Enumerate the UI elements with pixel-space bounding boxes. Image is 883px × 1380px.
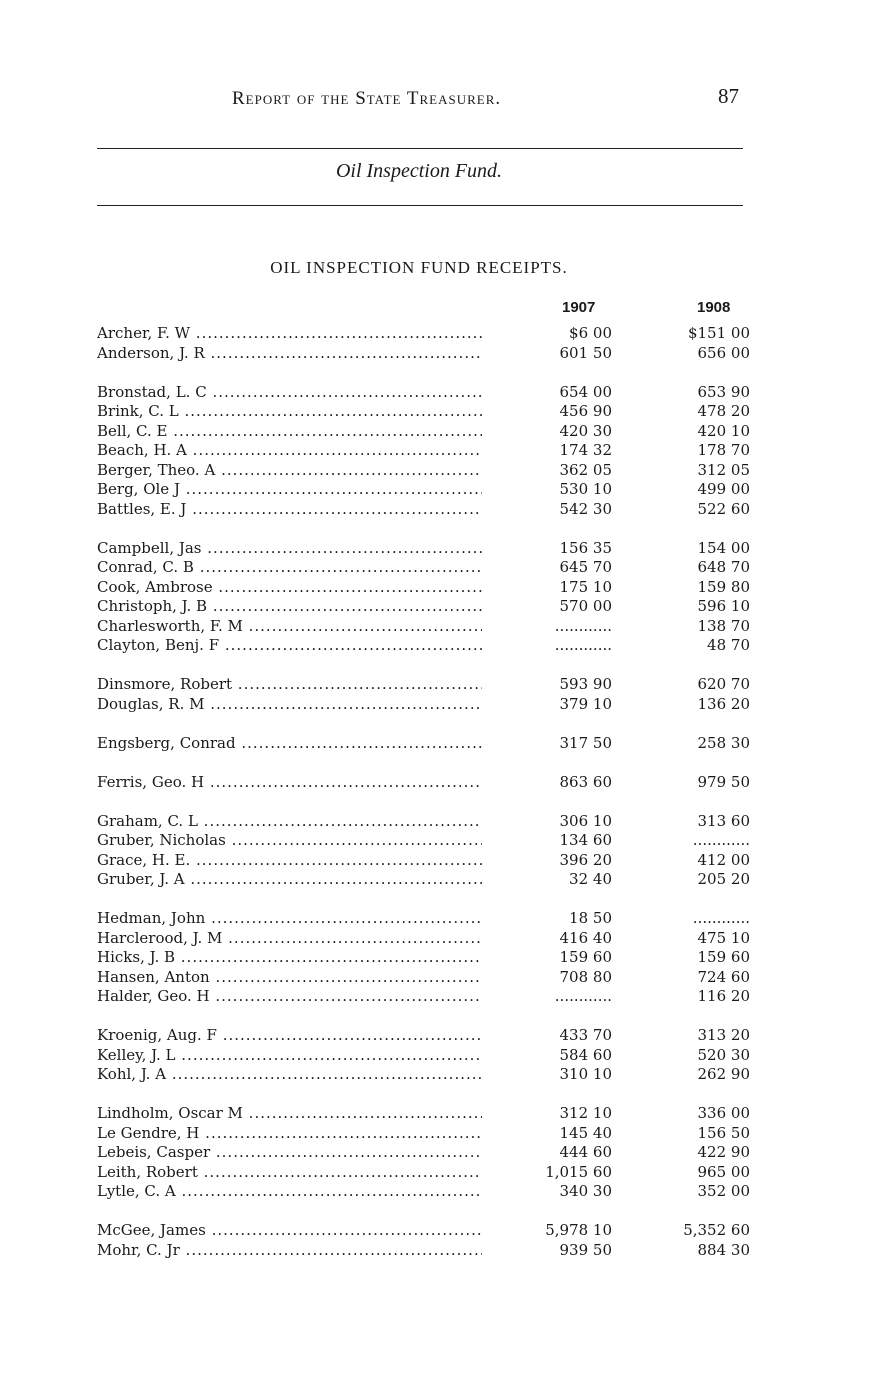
- payer-name: Kelley, J. L .....: [97, 1046, 482, 1066]
- receipt-row: [97, 1046, 757, 1066]
- receipt-row: [97, 383, 757, 403]
- amount-1907: 542 30: [559, 499, 612, 518]
- receipt-group: [97, 1221, 757, 1260]
- receipt-row: [97, 773, 757, 793]
- receipt-row: [97, 675, 757, 695]
- payer-name: Lebeis, Casper .....: [97, 1143, 482, 1163]
- receipt-row: [97, 422, 757, 442]
- amount-1908: 522 60: [697, 499, 750, 518]
- amount-1907: 396 20: [559, 850, 612, 869]
- payer-name: Le Gendre, H .....: [97, 1124, 482, 1144]
- amount-1908: 884 30: [697, 1240, 750, 1259]
- amount-1907: 32 40: [569, 870, 612, 888]
- receipt-row: [97, 812, 757, 832]
- amount-1908: 653 90: [697, 382, 750, 401]
- receipt-row: [97, 831, 757, 851]
- amount-1907: 310 10: [559, 1065, 612, 1083]
- amount-1908: 48 70: [707, 636, 750, 654]
- payer-name: Lytle, C. A .....: [97, 1182, 482, 1202]
- payer-name: Battles, E. J .....: [97, 500, 482, 520]
- payer-name: Charlesworth, F. M .....: [97, 617, 482, 637]
- receipt-group: [97, 324, 757, 363]
- amount-1908: 420 10: [697, 421, 750, 440]
- amount-1907: 159 60: [559, 948, 612, 966]
- top-rule: [97, 148, 743, 149]
- amount-1907: 156 35: [559, 538, 612, 557]
- amount-1907: 134 60: [559, 831, 612, 849]
- amount-1908: ............: [692, 831, 750, 849]
- receipt-row: [97, 461, 757, 481]
- receipt-row: [97, 1104, 757, 1124]
- amount-1908: 116 20: [697, 987, 750, 1005]
- payer-name: Christoph, J. B .....: [97, 597, 482, 617]
- amount-1908: 262 90: [697, 1065, 750, 1083]
- amount-1908: 352 00: [697, 1182, 750, 1200]
- amount-1908: 475 10: [697, 928, 750, 947]
- payer-name: Hansen, Anton .....: [97, 968, 482, 988]
- page-header-title: Report of the State Treasurer.: [232, 88, 502, 109]
- amount-1908: 159 80: [697, 577, 750, 596]
- amount-1908: 258 30: [697, 733, 750, 752]
- amount-1908: 620 70: [697, 675, 750, 693]
- amount-1908: 313 20: [697, 1026, 750, 1044]
- payer-name: Douglas, R. M .....: [97, 695, 482, 715]
- amount-1907: 416 40: [559, 928, 612, 947]
- payer-name: Mohr, C. Jr .....: [97, 1241, 482, 1261]
- receipt-row: [97, 441, 757, 461]
- payer-name: Berger, Theo. A .....: [97, 461, 482, 481]
- payer-name: Gruber, J. A .....: [97, 870, 482, 890]
- payer-name: Kroenig, Aug. F .....: [97, 1026, 482, 1046]
- receipt-row: [97, 578, 757, 598]
- receipt-row: [97, 909, 757, 929]
- receipt-group: [97, 734, 757, 754]
- amount-1907: 379 10: [559, 694, 612, 713]
- payer-name: Engsberg, Conrad .....: [97, 734, 482, 754]
- receipt-row: [97, 597, 757, 617]
- payer-name: Graham, C. L .....: [97, 812, 482, 832]
- payer-name: Dinsmore, Robert .....: [97, 675, 482, 695]
- amount-1908: 336 00: [697, 1104, 750, 1122]
- payer-name: Cook, Ambrose .....: [97, 578, 482, 598]
- receipt-row: [97, 558, 757, 578]
- amount-1908: 478 20: [697, 402, 750, 420]
- receipt-row: [97, 929, 757, 949]
- payer-name: Berg, Ole J .....: [97, 480, 482, 500]
- amount-1907: 5,978 10: [545, 1221, 612, 1239]
- receipt-row: [97, 324, 757, 344]
- payer-name: McGee, James .....: [97, 1221, 482, 1241]
- amount-1907: 444 60: [559, 1143, 612, 1161]
- amount-1908: 136 20: [697, 694, 750, 713]
- amount-1908: 422 90: [697, 1143, 750, 1161]
- receipt-row: [97, 1182, 757, 1202]
- amount-1908: 313 60: [697, 811, 750, 830]
- amount-1908: 499 00: [697, 480, 750, 498]
- amount-1907: 593 90: [559, 675, 612, 693]
- receipt-group: [97, 1026, 757, 1085]
- receipt-row: [97, 617, 757, 637]
- amount-1908: 965 00: [697, 1162, 750, 1181]
- amount-1908: 412 00: [697, 850, 750, 869]
- amount-1907: 654 00: [559, 382, 612, 401]
- amount-1908: 312 05: [697, 460, 750, 479]
- amount-1907: 570 00: [559, 597, 612, 615]
- payer-name: Leith, Robert .....: [97, 1163, 482, 1183]
- amount-1908: 520 30: [697, 1045, 750, 1064]
- receipts-table: [97, 324, 757, 1280]
- payer-name: Hicks, J. B .....: [97, 948, 482, 968]
- receipt-row: [97, 402, 757, 422]
- payer-name: Bell, C. E .....: [97, 422, 482, 442]
- amount-1907: 175 10: [559, 577, 612, 596]
- amount-1907: ............: [554, 616, 612, 635]
- payer-name: Gruber, Nicholas .....: [97, 831, 482, 851]
- receipt-group: [97, 675, 757, 714]
- amount-1907: 420 30: [559, 421, 612, 440]
- receipt-row: [97, 851, 757, 871]
- receipt-row: [97, 987, 757, 1007]
- amount-1908: 648 70: [697, 558, 750, 576]
- amount-1907: 708 80: [559, 967, 612, 986]
- amount-1908: 979 50: [697, 772, 750, 791]
- amount-1907: 1,015 60: [545, 1162, 612, 1181]
- fund-title: Oil Inspection Fund.: [335, 160, 503, 182]
- amount-1907: 18 50: [569, 909, 612, 927]
- payer-name: Lindholm, Oscar M .....: [97, 1104, 482, 1124]
- amount-1907: ............: [554, 987, 612, 1005]
- amount-1907: 317 50: [559, 733, 612, 752]
- amount-1908: ............: [692, 909, 750, 927]
- receipt-row: [97, 1163, 757, 1183]
- amount-1908: 724 60: [697, 967, 750, 986]
- receipt-row: [97, 344, 757, 364]
- receipt-group: [97, 539, 757, 656]
- payer-name: Bronstad, L. C .....: [97, 383, 482, 403]
- receipt-group: [97, 909, 757, 1007]
- receipt-row: [97, 948, 757, 968]
- payer-name: Campbell, Jas .....: [97, 539, 482, 559]
- receipt-row: [97, 480, 757, 500]
- amount-1908: 596 10: [697, 597, 750, 615]
- amount-1907: 312 10: [559, 1104, 612, 1122]
- amount-1908: 138 70: [697, 616, 750, 635]
- receipt-row: [97, 1124, 757, 1144]
- page-number: 87: [718, 84, 739, 108]
- payer-name: Conrad, C. B .....: [97, 558, 482, 578]
- payer-name: Beach, H. A .....: [97, 441, 482, 461]
- amount-1907: $6 00: [569, 324, 612, 342]
- receipt-row: [97, 1241, 757, 1261]
- amount-1907: 939 50: [559, 1240, 612, 1259]
- receipt-row: [97, 636, 757, 656]
- receipt-row: [97, 1026, 757, 1046]
- bottom-rule: [97, 205, 743, 206]
- payer-name: Archer, F. W .....: [97, 324, 482, 344]
- receipt-group: [97, 1104, 757, 1202]
- payer-name: Kohl, J. A .....: [97, 1065, 482, 1085]
- amount-1908: 5,352 60: [683, 1221, 750, 1239]
- amount-1908: $151 00: [687, 324, 750, 342]
- receipt-row: [97, 539, 757, 559]
- receipt-row: [97, 1221, 757, 1241]
- payer-name: Ferris, Geo. H .....: [97, 773, 482, 793]
- receipt-row: [97, 500, 757, 520]
- receipt-row: [97, 1065, 757, 1085]
- payer-name: Anderson, J. R .....: [97, 344, 482, 364]
- amount-1907: 174 32: [559, 441, 612, 459]
- column-header-1907: 1907: [562, 299, 596, 316]
- payer-name: Hedman, John .....: [97, 909, 482, 929]
- amount-1907: 601 50: [559, 343, 612, 362]
- amount-1907: 362 05: [559, 460, 612, 479]
- column-header-1908: 1908: [697, 299, 731, 316]
- amount-1907: 306 10: [559, 811, 612, 830]
- amount-1908: 205 20: [697, 870, 750, 888]
- amount-1907: 340 30: [559, 1182, 612, 1200]
- amount-1907: 433 70: [559, 1026, 612, 1044]
- amount-1908: 156 50: [697, 1123, 750, 1142]
- payer-name: Halder, Geo. H .....: [97, 987, 482, 1007]
- receipt-row: [97, 695, 757, 715]
- receipts-title: OIL INSPECTION FUND RECEIPTS.: [270, 258, 568, 277]
- amount-1907: 145 40: [559, 1123, 612, 1142]
- receipt-group: [97, 812, 757, 890]
- receipt-row: [97, 1143, 757, 1163]
- receipt-row: [97, 734, 757, 754]
- amount-1907: 584 60: [559, 1045, 612, 1064]
- receipt-row: [97, 968, 757, 988]
- amount-1907: 645 70: [559, 558, 612, 576]
- amount-1908: 154 00: [697, 538, 750, 557]
- payer-name: Harclerood, J. M .....: [97, 929, 482, 949]
- amount-1907: 456 90: [559, 402, 612, 420]
- amount-1908: 159 60: [697, 948, 750, 966]
- amount-1908: 656 00: [697, 343, 750, 362]
- amount-1907: 530 10: [559, 480, 612, 498]
- receipt-row: [97, 870, 757, 890]
- receipt-group: [97, 773, 757, 793]
- payer-name: Brink, C. L .....: [97, 402, 482, 422]
- payer-name: Grace, H. E. .....: [97, 851, 482, 871]
- amount-1907: 863 60: [559, 772, 612, 791]
- amount-1908: 178 70: [697, 441, 750, 459]
- payer-name: Clayton, Benj. F .....: [97, 636, 482, 656]
- receipt-group: [97, 383, 757, 520]
- amount-1907: ............: [554, 636, 612, 654]
